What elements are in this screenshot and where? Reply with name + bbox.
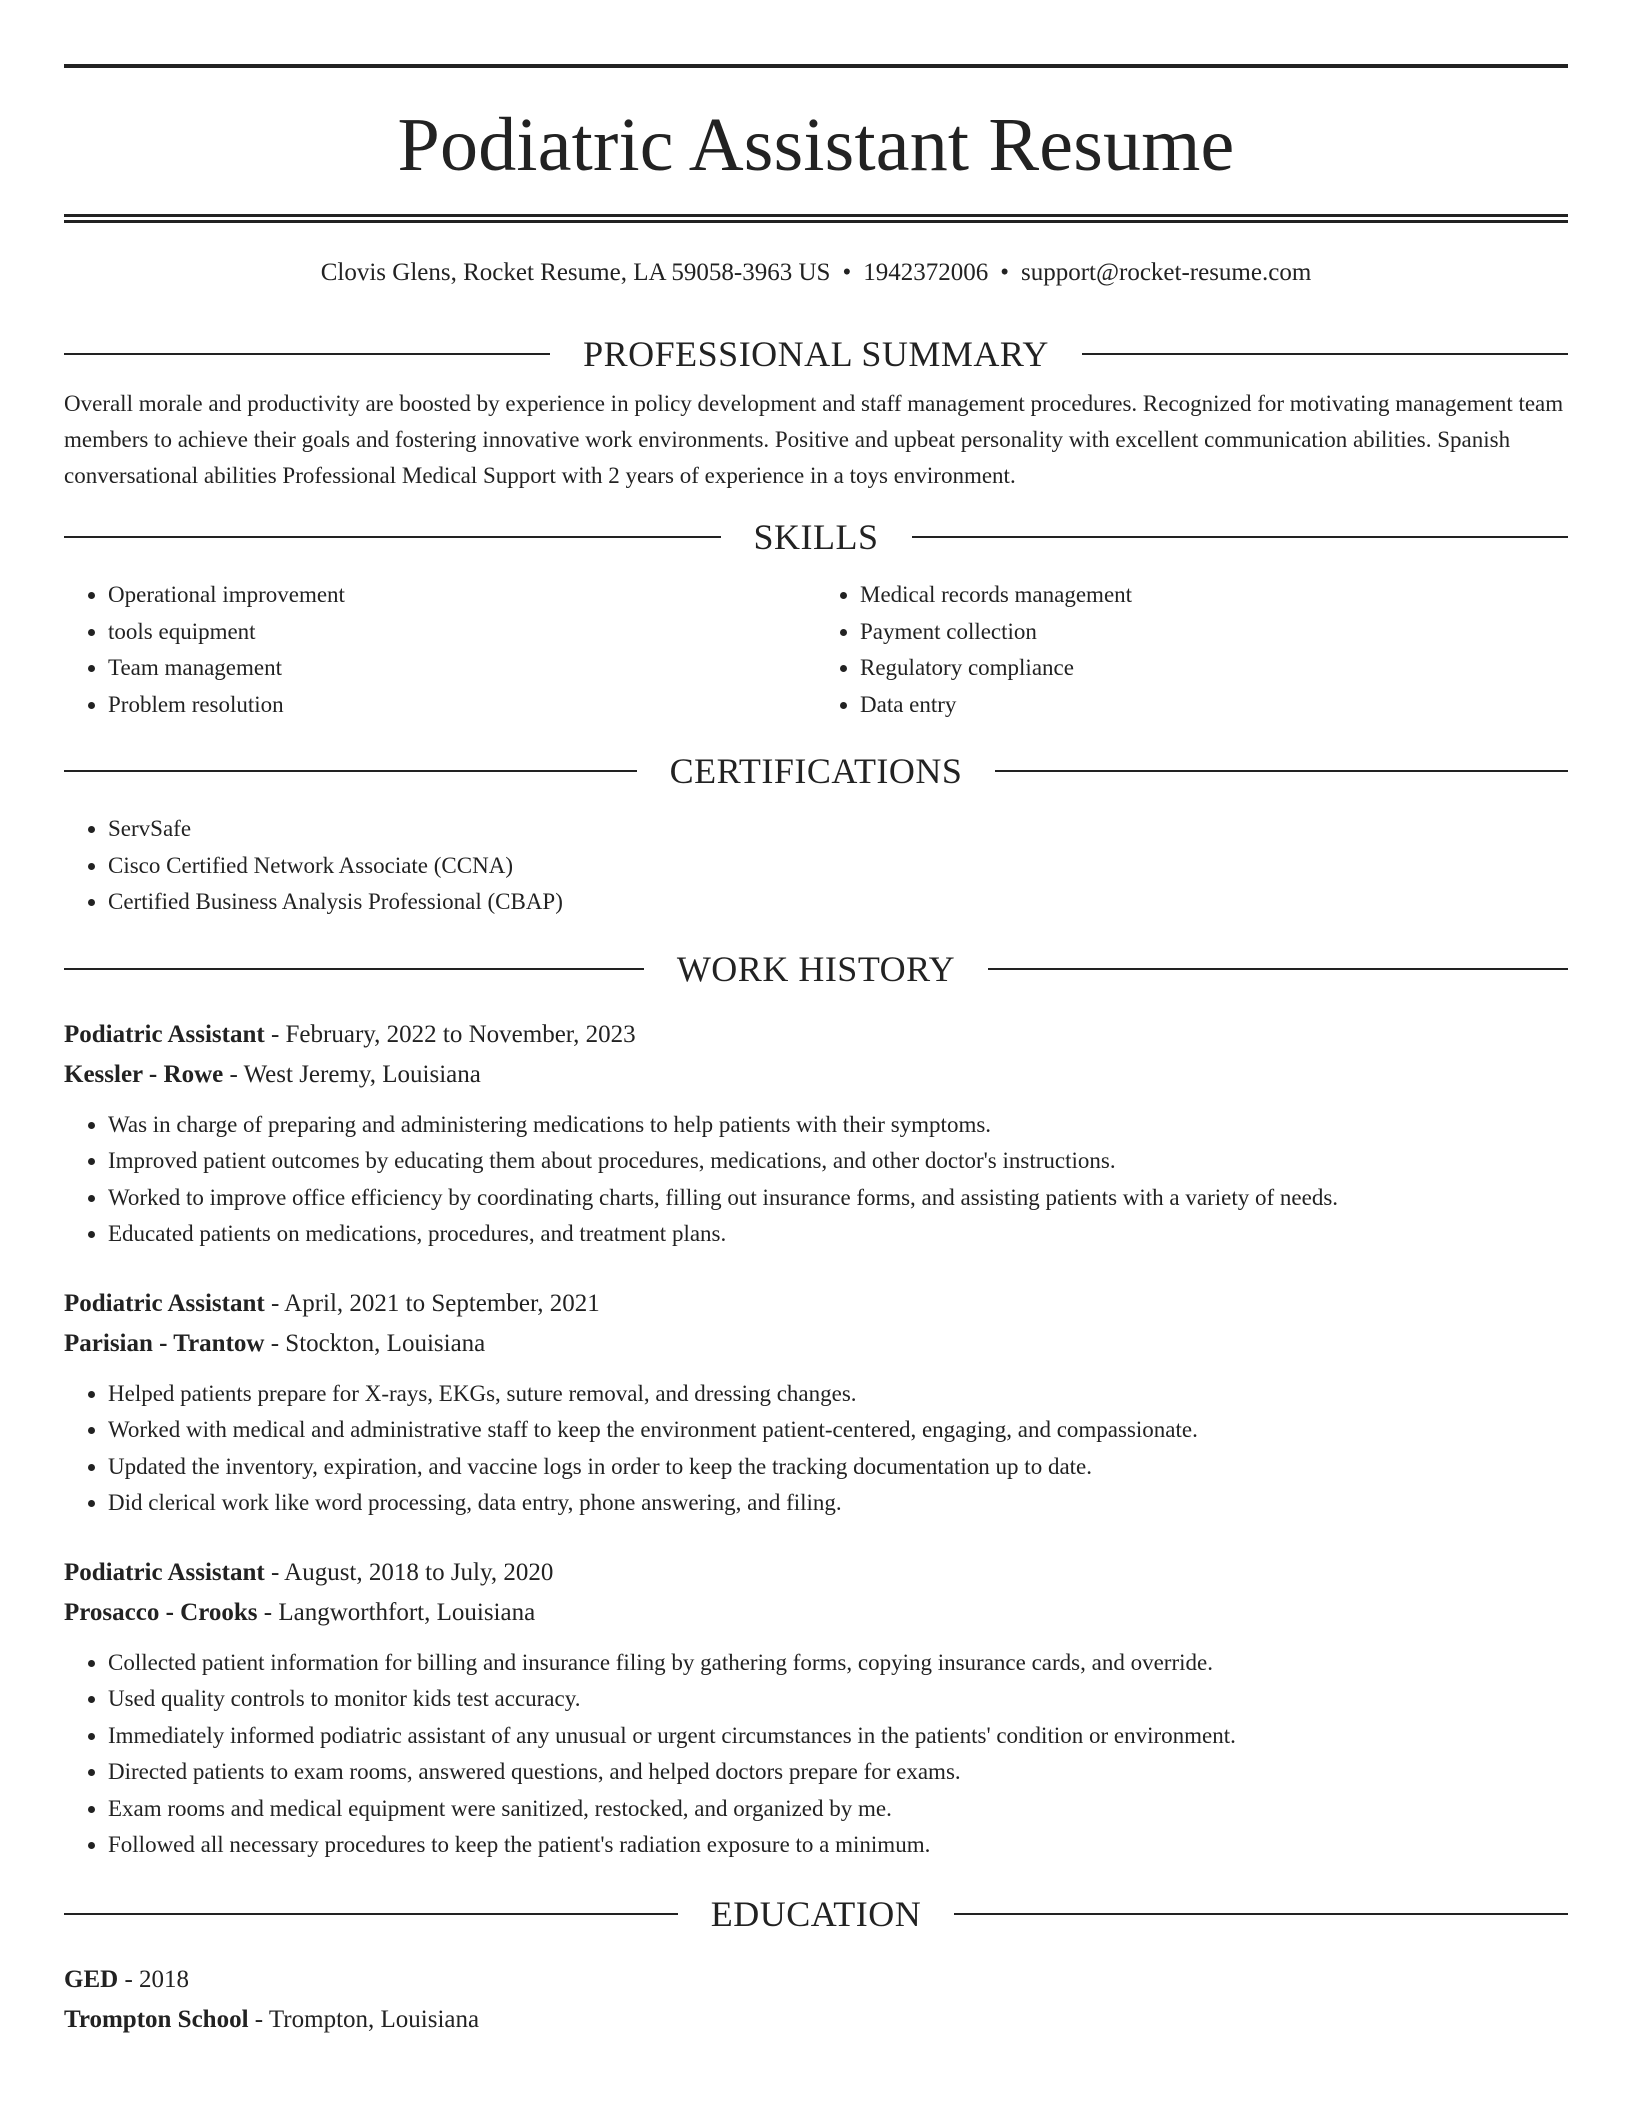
certifications-list bbox=[64, 811, 1568, 921]
contact-separator: • bbox=[1000, 259, 1009, 286]
skill-item: • Payment collection bbox=[860, 614, 1568, 651]
job-duty: • Followed all necessary procedures to keep the patient's radiation exposure to a minimum. bbox=[108, 1827, 1568, 1864]
job-company: Kessler - Rowe bbox=[64, 1060, 224, 1088]
top-rule bbox=[64, 64, 1568, 68]
job-duty: • Worked to improve office efficiency by coordinating charts, filling out insurance forms, and assisting patients with a variety of needs. bbox=[108, 1180, 1568, 1217]
job-title-line bbox=[64, 1284, 1568, 1324]
section-title: PROFESSIONAL SUMMARY bbox=[583, 334, 1049, 374]
job-location: - West Jeremy, Louisiana bbox=[223, 1060, 481, 1088]
section-title: SKILLS bbox=[753, 517, 879, 557]
title-double-rule bbox=[64, 214, 1568, 223]
job-entry bbox=[64, 1015, 1568, 1253]
contact-address: Clovis Glens, Rocket Resume, LA 59058-3963 US bbox=[320, 259, 831, 286]
certification-item: • ServSafe bbox=[108, 811, 1568, 848]
job-duty: • Collected patient information for billing and insurance filing by gathering forms, copying insurance cards, and override. bbox=[108, 1645, 1568, 1682]
section-rule-right bbox=[995, 770, 1568, 772]
job-duty: • Immediately informed podiatric assistant of any unusual or urgent circumstances in the patients' condition or environment. bbox=[108, 1718, 1568, 1755]
job-title: Podiatric Assistant bbox=[64, 1020, 265, 1048]
job-duty: • Updated the inventory, expiration, and vaccine logs in order to keep the tracking documentation up to date. bbox=[108, 1449, 1568, 1486]
section-rule-left bbox=[64, 536, 721, 538]
section-header-skills bbox=[64, 517, 1568, 557]
section-rule-right bbox=[954, 1913, 1568, 1915]
job-duty: • Did clerical work like word processing, data entry, phone answering, and filing. bbox=[108, 1485, 1568, 1522]
section-rule-right bbox=[988, 968, 1568, 970]
job-duty: • Was in charge of preparing and administering medications to help patients with their symptoms. bbox=[108, 1107, 1568, 1144]
education-entry bbox=[64, 1960, 1568, 2040]
job-duty: • Educated patients on medications, procedures, and treatment plans. bbox=[108, 1216, 1568, 1253]
education-school: Trompton School bbox=[64, 2005, 249, 2033]
job-duty: • Worked with medical and administrative staff to keep the environment patient-centered, engaging, and compassionate. bbox=[108, 1412, 1568, 1449]
job-duty: • Helped patients prepare for X-rays, EKGs, suture removal, and dressing changes. bbox=[108, 1376, 1568, 1413]
section-rule-left bbox=[64, 770, 637, 772]
job-title: Podiatric Assistant bbox=[64, 1558, 265, 1586]
job-dates: - February, 2022 to November, 2023 bbox=[264, 1020, 636, 1048]
skills-list-right bbox=[816, 577, 1568, 723]
job-duty: • Used quality controls to monitor kids test accuracy. bbox=[108, 1681, 1568, 1718]
skill-item: • Operational improvement bbox=[108, 577, 816, 614]
education-school-line bbox=[64, 2000, 1568, 2040]
resume-page bbox=[64, 64, 1568, 2040]
section-rule-right bbox=[1082, 353, 1568, 355]
section-title: CERTIFICATIONS bbox=[669, 751, 963, 791]
job-dates: - April, 2021 to September, 2021 bbox=[264, 1289, 600, 1317]
section-rule-right bbox=[912, 536, 1569, 538]
skills-columns bbox=[64, 577, 1568, 723]
skill-item: • Problem resolution bbox=[108, 687, 816, 724]
job-duty: • Exam rooms and medical equipment were sanitized, restocked, and organized by me. bbox=[108, 1791, 1568, 1828]
job-company-line bbox=[64, 1055, 1568, 1095]
skills-list-left bbox=[64, 577, 816, 723]
skill-item: • Data entry bbox=[860, 687, 1568, 724]
skill-item: • Regulatory compliance bbox=[860, 650, 1568, 687]
section-rule-left bbox=[64, 1913, 678, 1915]
skill-item: • tools equipment bbox=[108, 614, 816, 651]
job-location: - Langworthfort, Louisiana bbox=[257, 1598, 536, 1626]
section-header-certifications bbox=[64, 751, 1568, 791]
job-location: - Stockton, Louisiana bbox=[264, 1329, 486, 1357]
certification-item: • Certified Business Analysis Professional (CBAP) bbox=[108, 884, 1568, 921]
summary-text: Overall morale and productivity are boosted by experience in policy development and staff management procedures. Recognized for motivating management team members to achieve their goals and fostering innovative work environments. Positive and upbeat personality with excellent communication abilities. Spanish conversational abilities Professional Medical Support with 2 years of experience in a toys environment. bbox=[64, 391, 1564, 488]
section-title: WORK HISTORY bbox=[676, 948, 956, 989]
job-title-line bbox=[64, 1553, 1568, 1593]
job-entry bbox=[64, 1284, 1568, 1522]
education-year: - 2018 bbox=[118, 1965, 190, 1993]
certification-item: • Cisco Certified Network Associate (CCNA) bbox=[108, 848, 1568, 885]
education-degree: GED bbox=[64, 1965, 119, 1993]
resume-title: Podiatric Assistant Resume bbox=[397, 103, 1235, 187]
education-degree-line bbox=[64, 1960, 1568, 2000]
section-rule-left bbox=[64, 353, 550, 355]
job-company-line bbox=[64, 1593, 1568, 1633]
job-company-line bbox=[64, 1324, 1568, 1364]
job-title: Podiatric Assistant bbox=[64, 1289, 265, 1317]
job-title-line bbox=[64, 1015, 1568, 1055]
skill-item: • Medical records management bbox=[860, 577, 1568, 614]
job-entry bbox=[64, 1553, 1568, 1864]
contact-separator: • bbox=[842, 259, 852, 286]
section-header-education bbox=[64, 1894, 1568, 1934]
job-company: Parisian - Trantow bbox=[64, 1329, 265, 1357]
education-location: - Trompton, Louisiana bbox=[248, 2005, 480, 2033]
job-dates: - August, 2018 to July, 2020 bbox=[264, 1558, 554, 1586]
job-company: Prosacco - Crooks bbox=[64, 1598, 258, 1626]
job-duties-list bbox=[64, 1645, 1568, 1864]
contact-line bbox=[64, 257, 1568, 289]
skill-item: • Team management bbox=[108, 650, 816, 687]
section-header-summary bbox=[64, 334, 1568, 374]
section-rule-left bbox=[64, 968, 644, 970]
section-header-work-history bbox=[64, 949, 1568, 989]
job-duty: • Improved patient outcomes by educating them about procedures, medications, and other doctor's instructions. bbox=[108, 1143, 1568, 1180]
contact-email: support@rocket-resume.com bbox=[1020, 259, 1312, 286]
section-title: EDUCATION bbox=[710, 1893, 922, 1934]
job-duties-list bbox=[64, 1107, 1568, 1253]
job-duty: • Directed patients to exam rooms, answered questions, and helped doctors prepare for exams. bbox=[108, 1754, 1568, 1791]
job-duties-list bbox=[64, 1376, 1568, 1522]
contact-phone: 1942372006 bbox=[863, 259, 989, 286]
